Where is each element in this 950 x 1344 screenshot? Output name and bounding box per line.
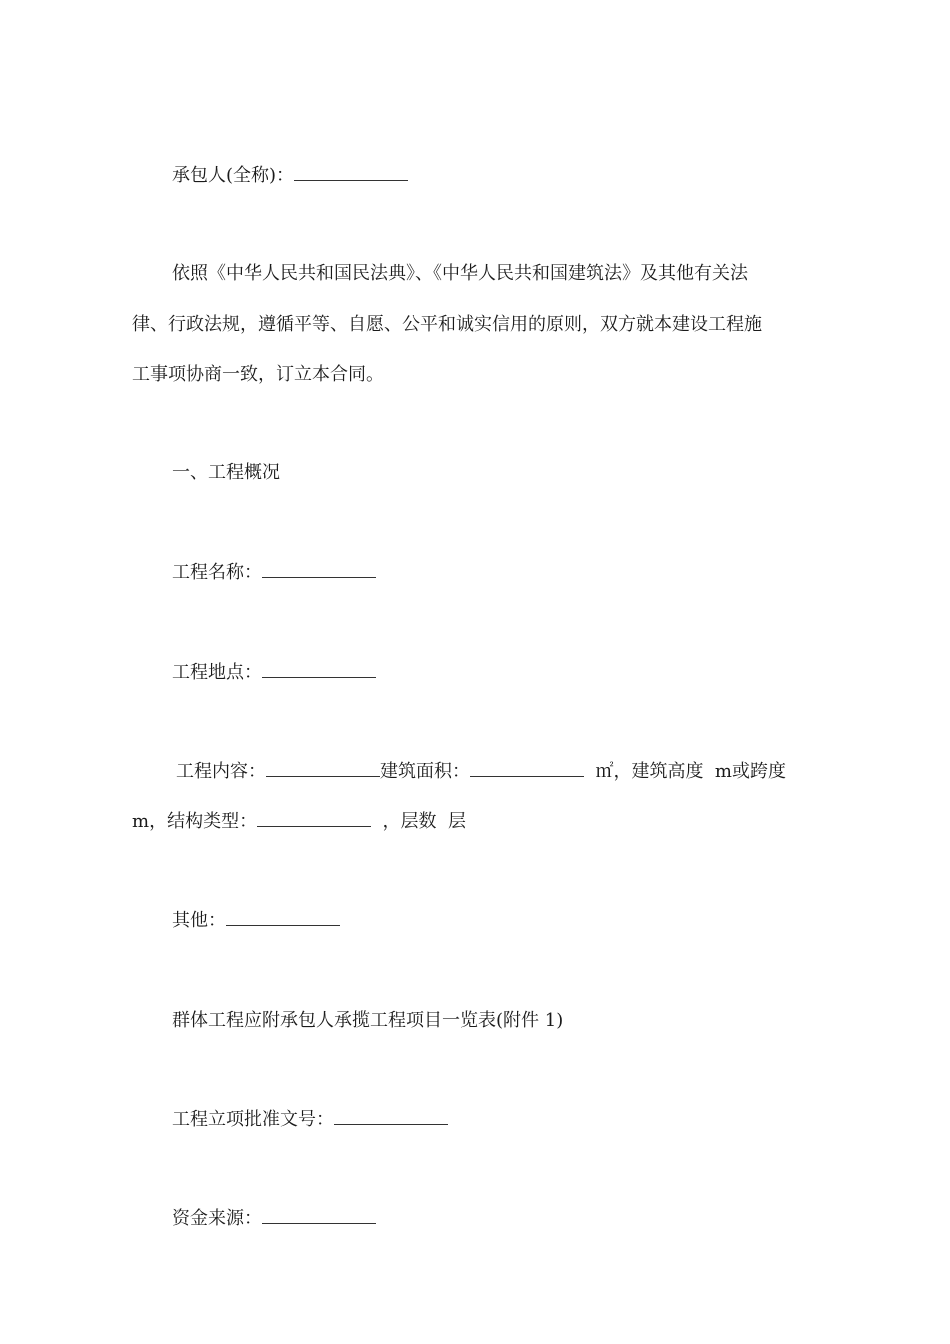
fund-source-blank[interactable] — [262, 1209, 376, 1224]
project-location-label: 工程地点： — [172, 662, 262, 683]
area-unit: ㎡，建筑高度 — [595, 761, 704, 782]
height-unit: m或跨度 — [714, 761, 786, 782]
section-heading-text: 一、工程概况 — [172, 462, 280, 483]
contractor-blank[interactable] — [294, 166, 408, 181]
project-location-line — [172, 661, 376, 685]
approval-number-label: 工程立项批准文号： — [172, 1109, 334, 1130]
intro-text-3: 工事项协商一致，订立本合同。 — [132, 364, 384, 385]
other-line — [172, 909, 340, 933]
contractor-line — [172, 164, 408, 188]
project-content-line-2 — [132, 810, 466, 834]
floors-unit: 层 — [447, 811, 466, 832]
section-heading — [172, 461, 280, 485]
intro-line-1 — [172, 262, 748, 286]
other-blank[interactable] — [226, 911, 340, 926]
group-project-note — [172, 1009, 563, 1033]
fund-source-line — [172, 1207, 376, 1231]
project-content-blank[interactable] — [266, 762, 380, 777]
intro-text-1: 依照《中华人民共和国民法典》、《中华人民共和国建筑法》及其他有关法 — [172, 263, 748, 284]
project-content-line-1 — [176, 760, 786, 784]
intro-line-2 — [132, 313, 762, 337]
intro-line-3 — [132, 363, 384, 387]
contractor-label: 承包人(全称)： — [172, 165, 295, 186]
project-name-label: 工程名称： — [172, 562, 262, 583]
group-project-note-text: 群体工程应附承包人承揽工程项目一览表(附件 1) — [172, 1010, 564, 1031]
structure-type-blank[interactable] — [257, 812, 371, 827]
project-location-blank[interactable] — [262, 663, 376, 678]
area-label: 建筑面积： — [380, 761, 470, 782]
other-label: 其他： — [172, 910, 226, 931]
project-name-line — [172, 561, 376, 585]
span-unit: m，结构类型： — [132, 811, 258, 832]
project-content-label: 工程内容： — [176, 761, 266, 782]
fund-source-label: 资金来源： — [172, 1208, 262, 1229]
project-name-blank[interactable] — [262, 563, 376, 578]
floors-label: ，层数 — [382, 811, 437, 832]
intro-text-2: 律、行政法规，遵循平等、自愿、公平和诚实信用的原则，双方就本建设工程施 — [132, 314, 762, 335]
approval-number-blank[interactable] — [334, 1110, 448, 1125]
approval-number-line — [172, 1108, 448, 1132]
area-blank[interactable] — [470, 762, 584, 777]
